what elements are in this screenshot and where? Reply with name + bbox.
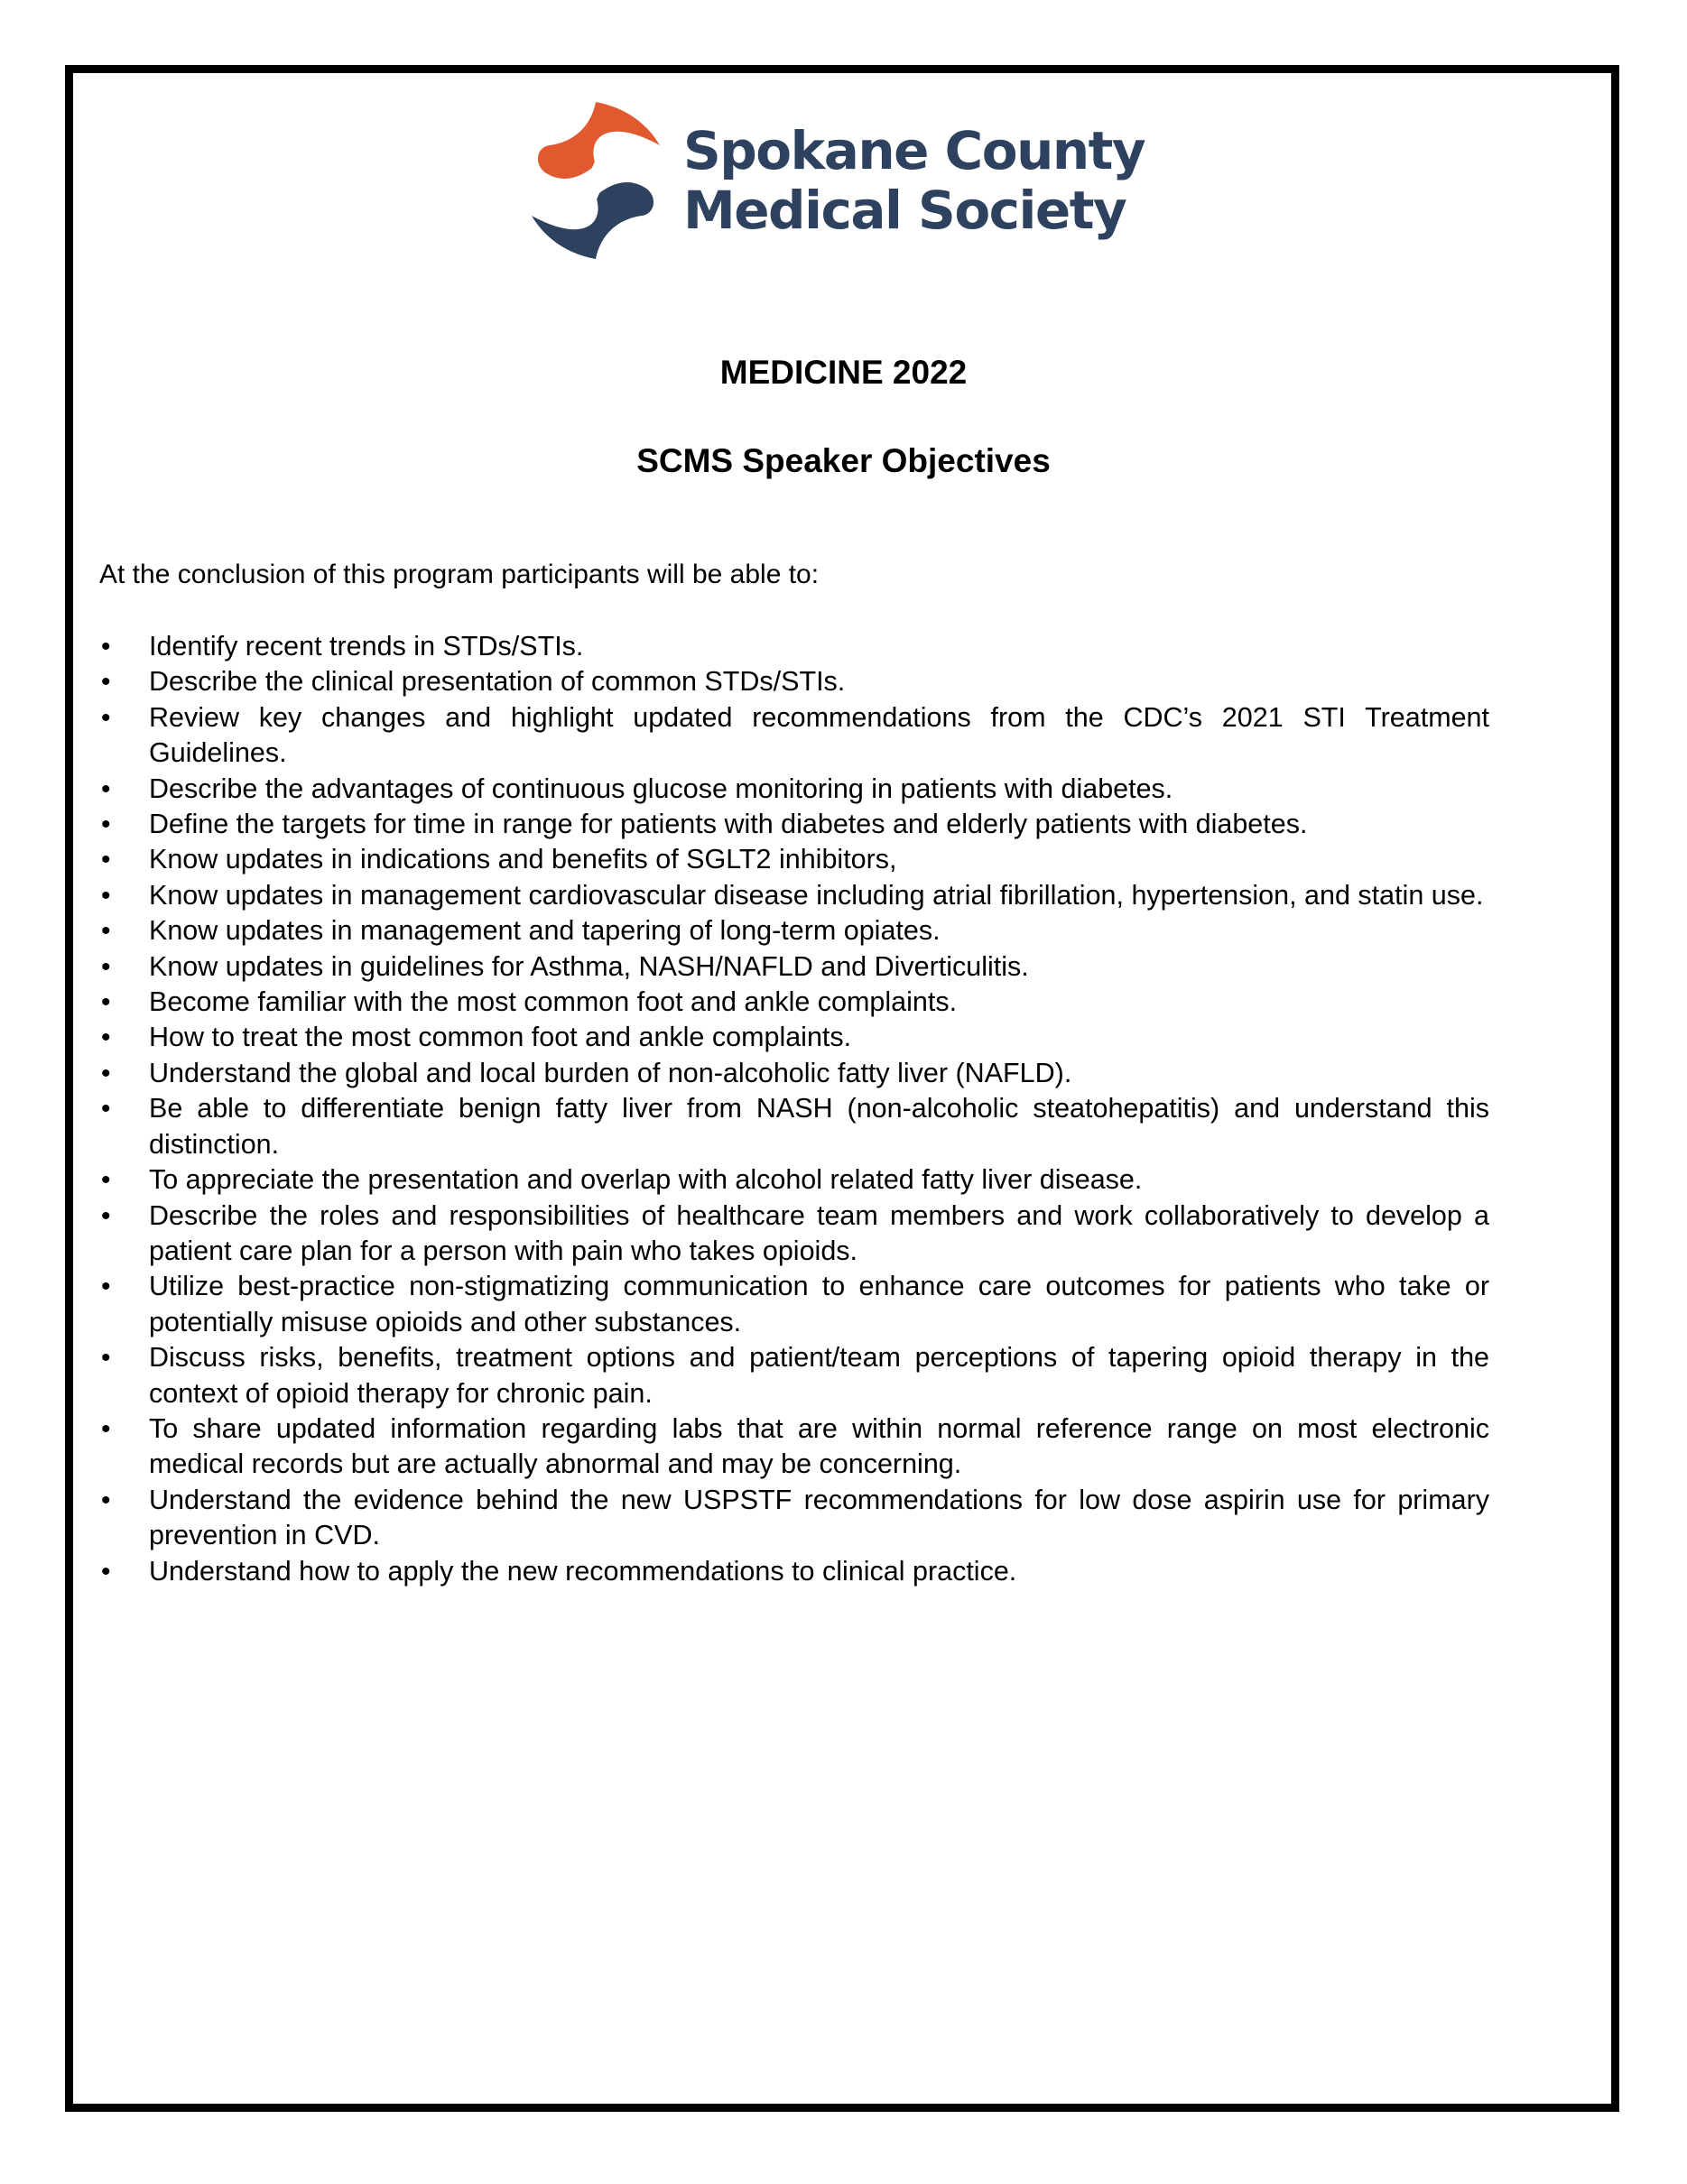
objective-item [99,1411,1489,1483]
bullet-icon: • [101,810,111,840]
objective-text: How to treat the most common foot and ankle complaints. [149,1022,852,1053]
objective-text: Become familiar with the most common foot and ankle complaints. [149,986,958,1018]
scms-logo [528,95,1160,266]
objective-text: Identify recent trends in STDs/STIs. [149,631,584,662]
objective-item [99,1056,1489,1091]
bullet-icon: • [101,951,111,982]
bullet-icon: • [101,667,111,698]
bullet-icon: • [101,702,111,733]
intro-text: At the conclusion of this program participants will be able to: [99,560,820,589]
bullet-icon: • [101,1485,111,1515]
objective-item [99,878,1489,913]
objective-item [99,772,1489,807]
objective-text: Understand the evidence behind the new USPSTF recommendations for low dose aspirin use for primary prevention in CVD. [149,1484,1489,1551]
objective-text: Define the targets for time in range for patients with diabetes and elderly patients with diabetes. [149,809,1308,840]
objective-text: Review key changes and highlight updated recommendations from the CDC’s 2021 STI Treatment Guidelines. [149,701,1489,769]
objective-item [99,913,1489,949]
objective-item [99,1483,1489,1554]
objective-text: Understand the global and local burden of non-alcoholic fatty liver (NAFLD). [149,1057,1072,1088]
bullet-icon: • [101,1094,111,1124]
logo-line-1: Spokane County [683,120,1145,181]
objective-item [99,664,1489,699]
objective-item [99,1269,1489,1340]
objective-text: To share updated information regarding labs that are within normal reference range on most electronic medical records but are actually abnormal and may be concerning. [149,1412,1489,1480]
objective-item [99,985,1489,1020]
bullet-icon: • [101,1200,111,1231]
bullet-icon: • [101,1165,111,1196]
bullet-icon: • [101,1023,111,1053]
objective-item [99,949,1489,985]
objective-text: Understand how to apply the new recommendations to clinical practice. [149,1555,1017,1587]
objective-text: Utilize best-practice non-stigmatizing communication to enhance care outcomes for patients who take or potentially misuse opioids and other substances. [149,1271,1489,1337]
objective-text: Discuss risks, benefits, treatment options and patient/team perceptions of tapering opioid therapy in the context of opioid therapy for chronic pain. [149,1342,1489,1409]
objective-text: Know updates in management and tapering of long-term opiates. [149,915,941,947]
objective-text: Know updates in guidelines for Asthma, NASH/NAFLD and Diverticulitis. [149,950,1029,982]
objective-text: Know updates in management cardiovascular disease including atrial fibrillation, hypertension, and statin use. [149,879,1484,911]
objectives-list [99,629,1489,1589]
objective-item [99,1340,1489,1411]
logo-line-2: Medical Society [683,180,1126,241]
objective-text: Describe the advantages of continuous glucose monitoring in patients with diabetes. [149,773,1173,804]
objective-text: Describe the clinical presentation of common STDs/STIs. [149,666,846,698]
objective-text: To appreciate the presentation and overlap with alcohol related fatty liver disease. [149,1164,1143,1196]
bullet-icon: • [101,1556,111,1587]
objective-item [99,1091,1489,1162]
logo-wordmark [683,121,1145,240]
objective-text: Be able to differentiate benign fatty liver from NASH (non-alcoholic steatohepatitis) and understand this distinction. [149,1093,1489,1160]
scms-logo-mark-icon [528,98,663,263]
objective-text: Describe the roles and responsibilities of healthcare team members and work collaboratively to develop a patient care plan for a person with pain who takes opioids. [149,1199,1489,1266]
objective-item [99,1020,1489,1055]
bullet-icon: • [101,987,111,1018]
document-title: MEDICINE 2022 [719,354,968,391]
objective-item [99,1554,1489,1589]
objective-item [99,629,1489,664]
bullet-icon: • [101,1058,111,1088]
objective-item [99,842,1489,877]
bullet-icon: • [101,845,111,875]
bullet-icon: • [101,632,111,662]
objective-item [99,700,1489,772]
bullet-icon: • [101,1413,111,1444]
bullet-icon: • [101,916,111,947]
bullet-icon: • [101,1343,111,1374]
document-subtitle: SCMS Speaker Objectives [636,442,1051,479]
bullet-icon: • [101,773,111,804]
objective-text: Know updates in indications and benefits of SGLT2 inhibitors, [149,844,897,875]
objective-item [99,1162,1489,1198]
bullet-icon: • [101,1272,111,1302]
bullet-icon: • [101,880,111,911]
objective-item [99,807,1489,842]
objective-item [99,1198,1489,1270]
